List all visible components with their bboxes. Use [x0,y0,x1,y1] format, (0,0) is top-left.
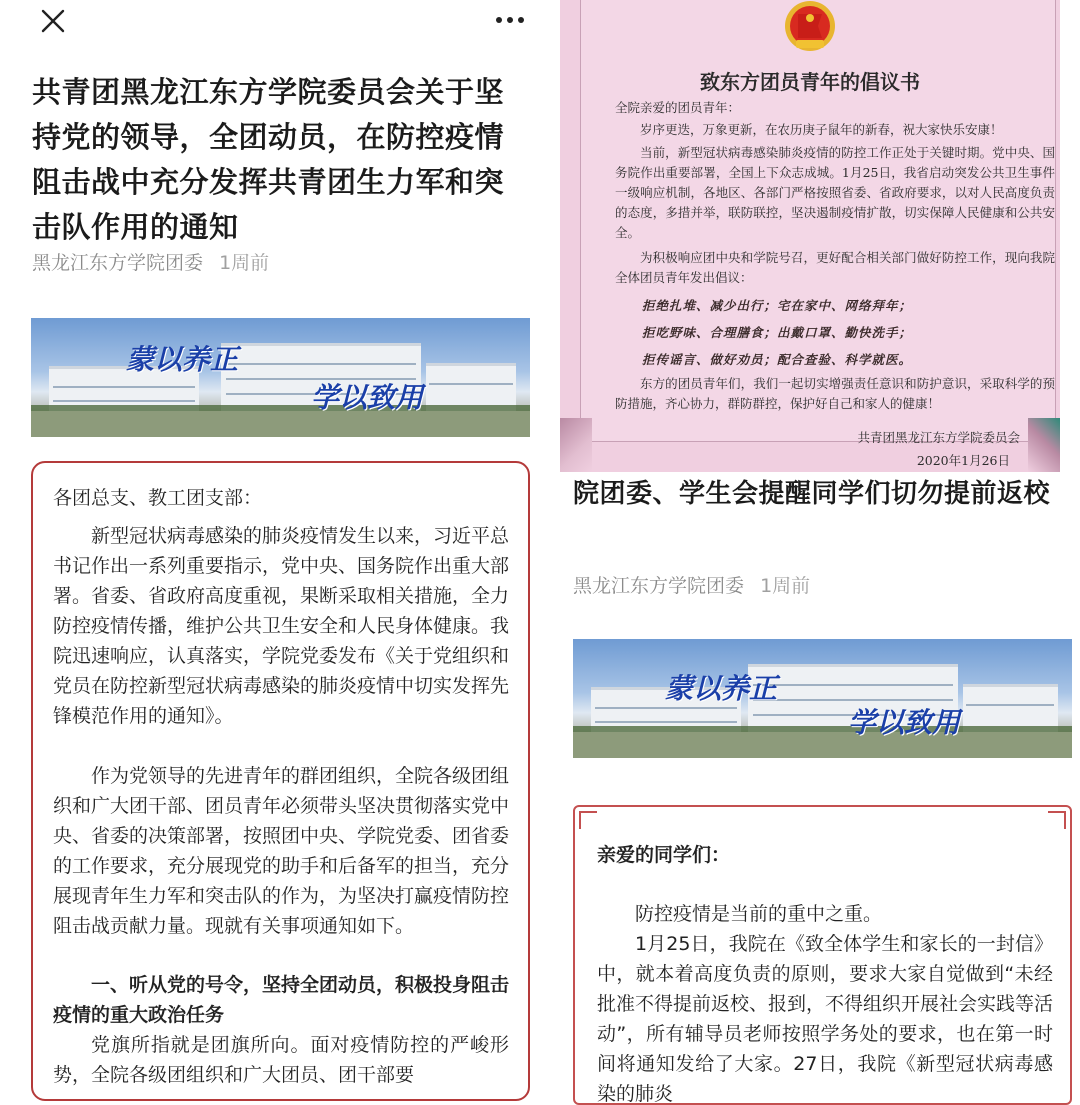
more-horizontal-icon[interactable] [495,12,525,26]
reminder-card [573,805,1072,1105]
article-time: 1周前 [219,252,270,274]
article-author[interactable]: 黑龙江东方学院团委 [32,252,204,274]
poster-title: 致东方团员青年的倡议书 [700,70,920,94]
notice-section-title: 一、听从党的号令，坚持全团动员，积极投身阻击疫情的重大政治任务 [53,974,510,1026]
reminder-paragraph: 防控疫情是当前的重中之重。 [635,903,883,925]
banner-motto-1: 蒙以养正 [665,672,778,705]
poster-paragraph: 为积极响应团中央和学院号召，更好配合相关部门做好防控工作，现向我院全体团员青年发出倡议： [615,250,1055,285]
initiative-poster-image [560,0,1060,472]
article-title[interactable]: 共青团黑龙江东方学院委员会关于坚持党的领导，全团动员，在防控疫情阻击战中充分发挥共青团生力军和突击队作用的通知 [32,75,505,244]
campus-banner-image [31,318,530,437]
poster-closing: 东方的团员青年们，我们一起切实增强责任意识和防护意识，采取科学的预防措施，齐心协力，群防群控，保护好自己和家人的健康！ [615,376,1055,411]
article-meta [32,248,269,275]
banner-motto-1: 蒙以养正 [126,343,239,376]
notice-paragraph: 新型冠状病毒感染的肺炎疫情发生以来，习近平总书记作出一系列重要指示，党中央、国务院作出重大部署。省委、省政府高度重视，果断采取相关措施，全力防控疫情传播，维护公共卫生安全和人民身体健康。我院迅速响应，认真落实，学院党委发布《关于党组织和党员在防控新型冠状病毒感染的肺炎疫情中切实发挥先锋模范作用的通知》。 [53,525,510,727]
poster-paragraph: 岁序更迭，万象更新，在农历庚子鼠年的新春，祝大家快乐安康！ [640,122,1003,137]
reminder-paragraph: 1月25日，我院在《致全体学生和家长的一封信》中，就本着高度负责的原则，要求大家自觉做到“未经批准不得提前返校、报到，不得组织开展社会实践等活动”，所有辅导员老师按照学务处的要求，也在第一时间将通知发给了大家。27日，我院《新型冠状病毒感染的肺炎 [597,933,1054,1105]
poster-slogan: 拒吃野味、合理膳食；出戴口罩、勤快洗手； [642,325,913,340]
campus-banner-image [573,639,1072,758]
reminder-salutation: 亲爱的同学们： [597,844,731,866]
poster-paragraph: 当前，新型冠状病毒感染肺炎疫情的防控工作正处于关键时期。党中央、国务院作出重要部署，全国上下众志成城。1月25日，我省启动突发公共卫生事件一级响应机制，各地区、各部门严格按照省委、省政府要求，以对人民高度负责的态度，多措并举，联防联控，坚决遏制疫情扩散，切实保障人民健康和公共安全。 [615,145,1055,240]
notice-paragraph: 党旗所指就是团旗所向。面对疫情防控的严峻形势，全院各级团组织和广大团员、团干部要 [53,1034,509,1086]
article-time: 1周前 [760,575,811,597]
article-meta [573,571,810,598]
banner-motto-2: 学以致用 [848,706,961,739]
notice-salutation: 各团总支、教工团支部： [53,487,263,509]
article-author[interactable]: 黑龙江东方学院团委 [573,575,745,597]
notice-card [31,461,530,1101]
poster-slogan: 拒绝扎堆、减少出行；宅在家中、网络拜年； [642,298,913,313]
poster-salutation: 全院亲爱的团员青年： [615,100,741,115]
notice-paragraph: 作为党领导的先进青年的群团组织，全院各级团组织和广大团干部、团员青年必须带头坚决贯彻落实党中央、省委的决策部署，按照团中央、学院党委、团省委的工作要求，充分展现党的助手和后备军的担当，充分展现青年生力军和突击队的作为，为坚决打赢疫情防控阻击战贡献力量。现就有关事项通知如下。 [53,765,510,937]
banner-motto-2: 学以致用 [311,381,424,414]
poster-slogan: 拒传谣言、做好劝员；配合查验、科学就医。 [642,352,913,367]
article-title[interactable]: 院团委、学生会提醒同学们切勿提前返校 [573,479,1051,509]
youth-league-emblem-icon [780,0,840,58]
poster-date: 2020年1月26日 [916,453,1010,468]
poster-signature: 共青团黑龙江东方学院委员会 [857,430,1020,445]
close-icon[interactable] [40,8,66,34]
